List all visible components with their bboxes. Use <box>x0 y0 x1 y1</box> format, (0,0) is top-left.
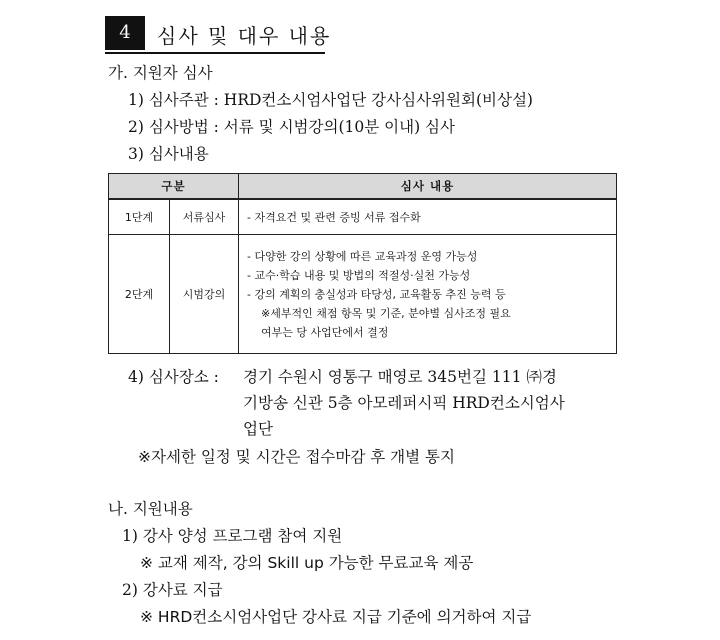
content-line: - 교수·학습 내용 및 방법의 적절성·실천 가능성 <box>247 268 471 282</box>
subsection-ga-heading: 가. 지원자 심사 <box>108 64 213 82</box>
review-method: 2) 심사방법 : 서류 및 시범강의(10분 이내) 심사 <box>128 118 456 136</box>
content-note: 여부는 당 사업단에서 결정 <box>261 325 389 339</box>
table-header-category: 구분 <box>109 174 239 200</box>
table-header-content: 심사 내용 <box>239 174 617 200</box>
schedule-notice: ※자세한 일정 및 시간은 접수마감 후 개별 통지 <box>138 448 455 466</box>
content-line: - 강의 계획의 충실성과 타당성, 교육활동 추진 능력 등 <box>247 287 506 301</box>
type-cell: 서류심사 <box>170 199 239 235</box>
section-number: 4 <box>105 16 145 50</box>
stage-cell: 2단계 <box>109 235 170 354</box>
review-location-label: 4) 심사장소 : <box>128 368 219 386</box>
stage-cell: 1단계 <box>109 199 170 235</box>
review-location-line: 기방송 신관 5층 아모레퍼시픽 HRD컨소시엄사 <box>243 394 565 412</box>
support-note-training: ※ 교재 제작, 강의 Skill up 가능한 무료교육 제공 <box>140 554 474 572</box>
content-cell <box>239 235 617 354</box>
type-cell: 시범강의 <box>170 235 239 354</box>
support-item-training: 1) 강사 양성 프로그램 참여 지원 <box>122 527 343 545</box>
review-content-label: 3) 심사내용 <box>128 145 209 163</box>
content-note: ※세부적인 채점 항목 및 기준, 분야별 심사조정 필요 <box>261 306 511 320</box>
review-table <box>108 173 617 354</box>
subsection-na-heading: 나. 지원내용 <box>108 500 193 518</box>
support-note-fee: ※ HRD컨소시엄사업단 강사료 지급 기준에 의거하여 지급 <box>140 608 532 626</box>
review-organizer: 1) 심사주관 : HRD컨소시엄사업단 강사심사위원회(비상설) <box>128 91 533 109</box>
section-header <box>105 12 332 54</box>
table-row <box>109 199 617 235</box>
review-location-line: 업단 <box>243 420 273 438</box>
content-line: - 다양한 강의 상황에 따른 교육과정 운영 가능성 <box>247 249 478 263</box>
support-item-fee: 2) 강사료 지급 <box>122 581 223 599</box>
section-title: 심사 및 대우 내용 <box>157 24 332 48</box>
table-row <box>109 235 617 354</box>
content-cell: - 자격요건 및 관련 증빙 서류 접수화 <box>239 199 617 235</box>
review-location-line: 경기 수원시 영통구 매영로 345번길 111 ㈜경 <box>243 368 557 386</box>
